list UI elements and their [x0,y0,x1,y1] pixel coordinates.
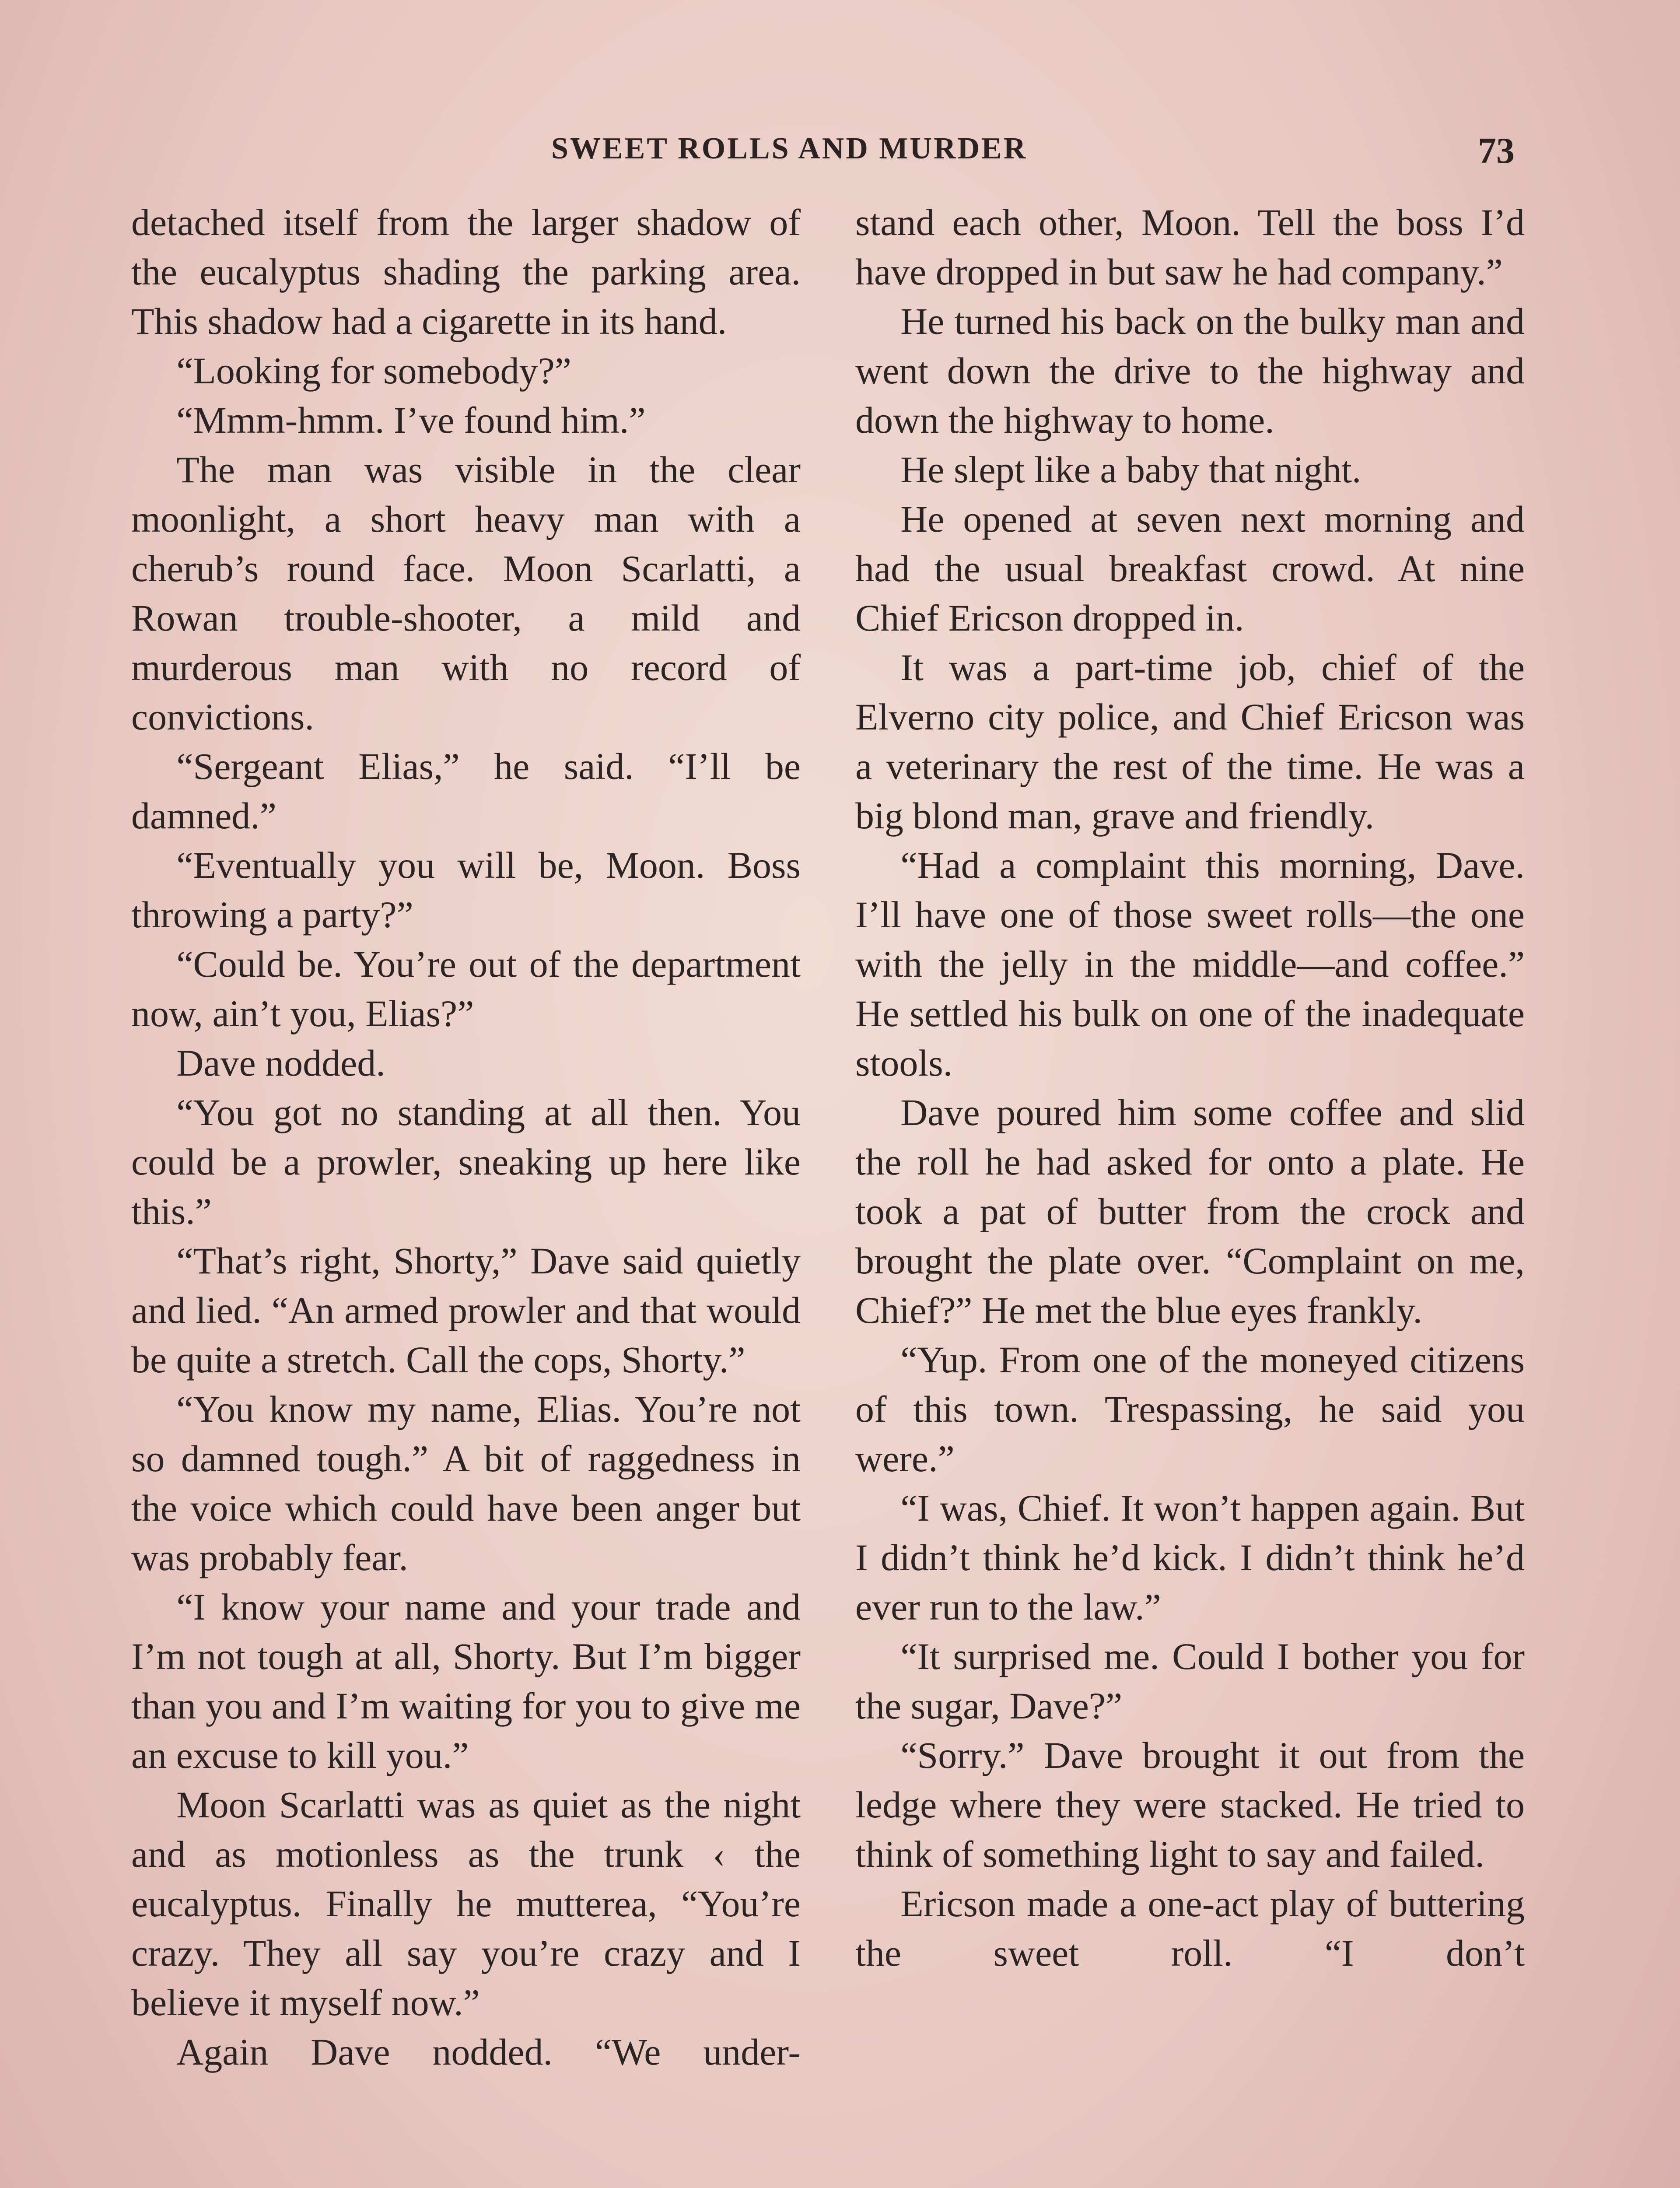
paragraph: The man was visible in the clear moonlight, a short heavy man with a cherub’s round face. Moon Scarlatti, a Rowan trouble-shooter, a mild and murderous man with no record of convictions. [131,449,801,738]
paragraph: “Could be. You’re out of the department now, ain’t you, Elias?” [131,943,801,1034]
paragraph: “Looking for somebody?” [176,350,571,392]
paragraph: He slept like a baby that night. [900,449,1362,491]
running-title: SWEET ROLLS AND MURDER [551,132,1028,165]
page-number: 73 [1478,130,1515,171]
paragraph: He turned his back on the bulky man and went down the drive to the highway and down the highway to home. [855,300,1525,441]
paragraph: “I was, Chief. It won’t happen again. But I didn’t think he’d kick. I didn’t think he’d ever run to the law.” [855,1487,1525,1628]
paragraph: He opened at seven next morning and had the usual breakfast crowd. At nine Chief Ericson dropped in. [855,498,1525,639]
paragraph: “It surprised me. Could I bother you for the sugar, Dave?” [855,1635,1525,1727]
paragraph: Dave nodded. [176,1042,385,1084]
paragraph: Moon Scarlatti was as quiet as the night and as motionless as the trunk ‹ the eucalyptus. Finally he mutterea, “You’re crazy. They all say you’re crazy and I believe it myself now.” [131,1784,801,2023]
paragraph: It was a part-time job, chief of the Elverno city police, and Chief Ericson was a veterinary the rest of the time. He was a big blond man, grave and friendly. [855,646,1525,837]
paragraph: Ericson made a one-act play of buttering the sweet roll. “I don’t [855,1883,1525,1974]
paragraph: “You know my name, Elias. You’re not so damned tough.” A bit of raggedness in the voice which could have been anger but was probably fear. [131,1388,801,1578]
paragraph: “I know your name and your trade and I’m not tough at all, Shorty. But I’m bigger than you and I’m waiting for you to give me an excuse to kill you.” [131,1586,801,1776]
paragraph: “Sorry.” Dave brought it out from the ledge where they were stacked. He tried to think of something light to say and failed. [855,1734,1525,1875]
paragraph: Dave poured him some coffee and slid the roll he had asked for onto a plate. He took a pat of butter from the crock and brought the plate over. “Complaint on me, Chief?” He met the blue eyes frankly. [855,1091,1525,1331]
paragraph: “Mmm-hmm. I’ve found him.” [176,399,646,441]
left-text-column [131,198,801,2077]
paragraph: “Yup. From one of the moneyed citizens of this town. Trespassing, he said you were.” [855,1339,1525,1480]
paragraph: detached itself from the larger shadow of the eucalyptus shading the parking area. This shadow had a cigarette in its hand. [131,201,801,342]
paragraph: “Had a complaint this morning, Dave. I’ll have one of those sweet rolls—the one with the jelly in the middle—and coffee.” He settled his bulk on one of the inadequate stools. [855,844,1525,1084]
paragraph: “That’s right, Shorty,” Dave said quietly and lied. “An armed prowler and that would be quite a stretch. Call the cops, Shorty.” [131,1240,801,1381]
paragraph: Again Dave nodded. “We under- [176,2031,801,2073]
paragraph: “Sergeant Elias,” he said. “I’ll be damned.” [131,745,801,837]
right-text-column [855,198,1525,1978]
paragraph: “Eventually you will be, Moon. Boss throwing a party?” [131,844,801,936]
paragraph: “You got no standing at all then. You could be a prowler, sneaking up here like this.” [131,1091,801,1232]
paragraph: stand each other, Moon. Tell the boss I’d have dropped in but saw he had company.” [855,201,1525,293]
